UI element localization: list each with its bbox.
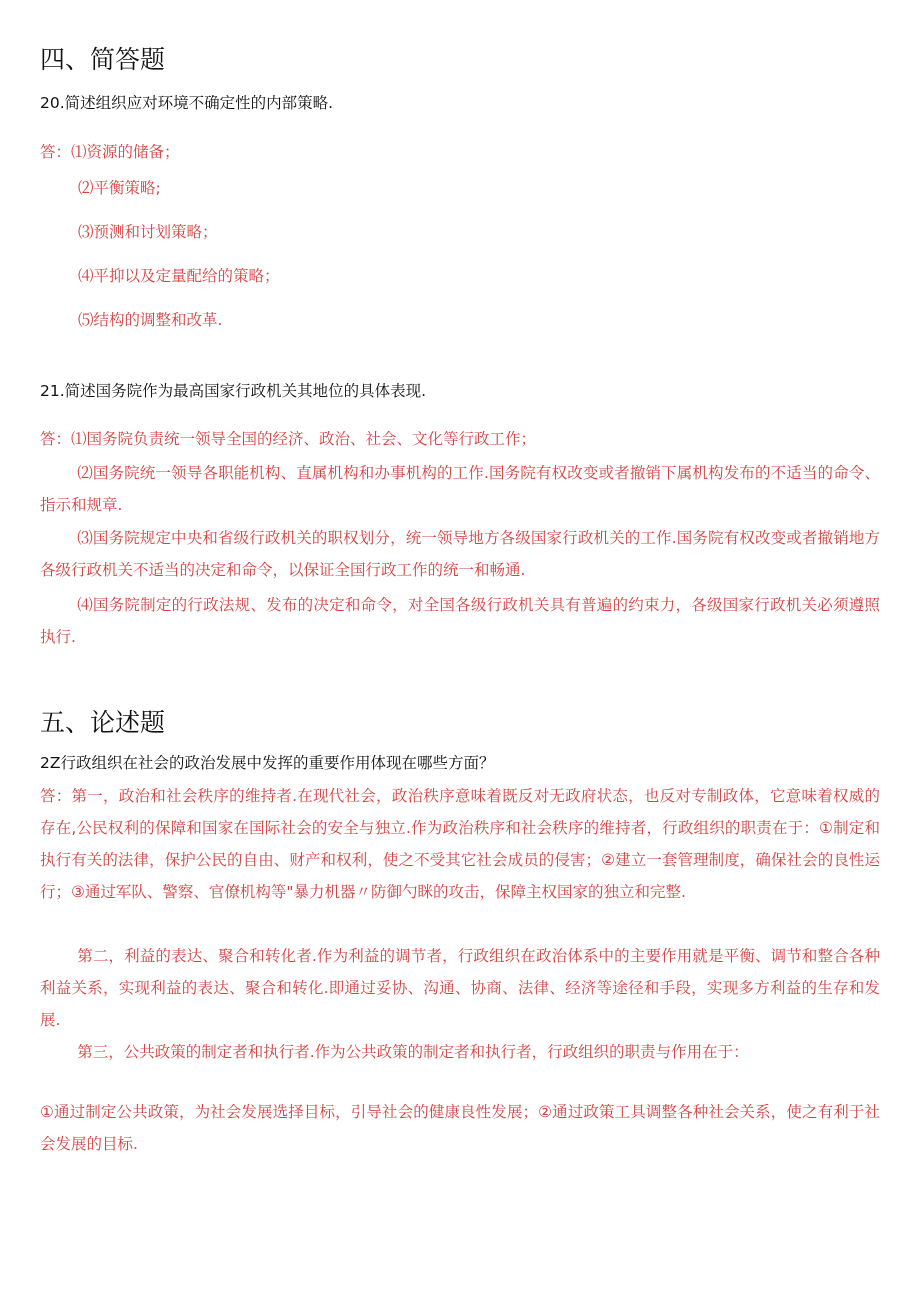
answer-21-item-4: ⑷国务院制定的行政法规、发布的决定和命令，对全国各级行政机关具有普遍的约束力，各级国家行政机关必须遵照执行. (40, 596, 880, 646)
question-20: 20.简述组织应对环境不确定性的内部策略. (40, 94, 334, 112)
answer-21-item-3: ⑶国务院规定中央和省级行政机关的职权划分，统一领导地方各级国家行政机关的工作.国务院有权改变或者撤销地方各级行政机关不适当的决定和命令，以保证全国行政工作的统一和畅通. (40, 529, 880, 579)
answer-20-item-2: ⑵平衡策略; (78, 179, 161, 197)
answer-21-item-2: ⑵国务院统一领导各职能机构、直属机构和办事机构的工作.国务院有权改变或者撤销下属机构发布的不适当的命令、指示和规章. (40, 464, 880, 514)
answer-20-item-4: ⑷平抑以及定量配给的策略； (78, 267, 280, 285)
section-heading-essay: 五、论述题 (40, 708, 166, 737)
answer-22-paragraph-3: 第三，公共政策的制定者和执行者.作为公共政策的制定者和执行者，行政组织的职责与作用在于： (77, 1043, 749, 1061)
answer-21-item-1: 答：⑴国务院负责统一领导全国的经济、政治、社会、文化等行政工作； (40, 430, 537, 448)
question-22: 2Z行政组织在社会的政治发展中发挥的重要作用体现在哪些方面？ (40, 754, 495, 772)
answer-20-item-1: 答：⑴资源的储备； (40, 143, 180, 161)
section-heading-short-answer: 四、简答题 (40, 45, 166, 74)
answer-22-paragraph-2: 第二，利益的表达、聚合和转化者.作为利益的调节者，行政组织在政治体系中的主要作用就是平衡、调节和整合各种利益关系，实现利益的表达、聚合和转化.即通过妥协、沟通、协商、法律、经济等途径和手段，实现多方利益的生存和发展. (40, 947, 880, 1029)
question-21: 21.简述国务院作为最高国家行政机关其地位的具体表现. (40, 382, 427, 400)
answer-22-paragraph-1: 答：第一，政治和社会秩序的维持者.在现代社会，政治秩序意味着既反对无政府状态，也反对专制政体，它意味着权威的存在,公民权利的保障和国家在国际社会的安全与独立.作为政治秩序和社会秩序的维持者，行政组织的职责在于：①制定和执行有关的法律，保护公民的自由、财产和权利，使之不受其它社会成员的侵害；②建立一套管理制度，确保社会的良性运行；③通过军队、警察、官僚机构等"暴力机器〃防御勺眯的攻击，保障主权国家的独立和完整. (40, 787, 880, 901)
answer-22-paragraph-4: ①通过制定公共政策，为社会发展选择目标，引导社会的健康良性发展；②通过政策工具调整各种社会关系，使之有利于社会发展的目标. (40, 1103, 880, 1153)
answer-20-item-5: ⑸结构的调整和改革. (78, 311, 223, 329)
answer-20-item-3: ⑶预测和讨划策略； (78, 223, 218, 241)
